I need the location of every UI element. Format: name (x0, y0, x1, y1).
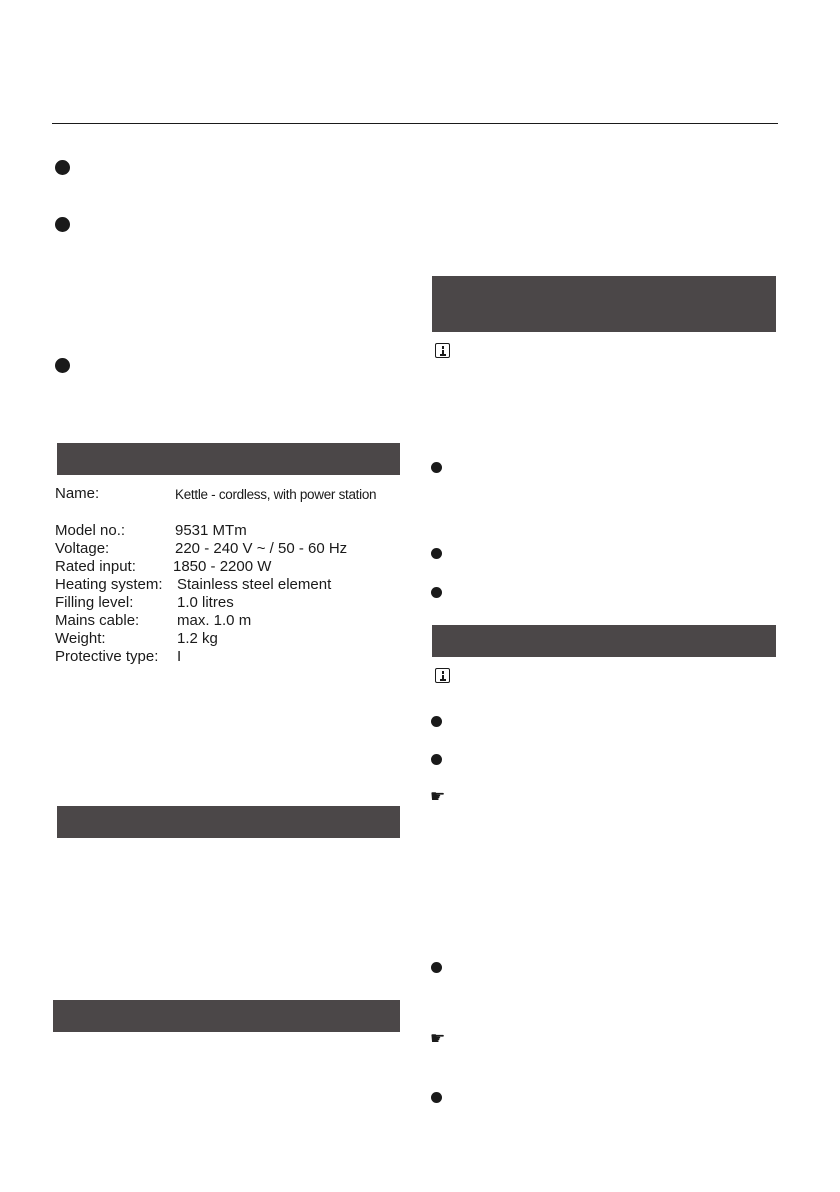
spec-label: Protective type: (55, 648, 159, 665)
spec-value: I (177, 648, 182, 665)
section-bar (432, 276, 776, 332)
spec-label: Mains cable: (55, 612, 140, 629)
section-bar (57, 806, 400, 838)
technical-data-bar (57, 443, 400, 475)
spec-label: Filling level: (55, 594, 134, 611)
spec-name-label: Name: (55, 485, 100, 502)
pointing-hand-icon: ☛ (430, 1029, 446, 1049)
bullet-icon (55, 160, 70, 175)
info-icon (435, 668, 450, 683)
spec-value: 1.2 kg (177, 630, 218, 647)
bullet-icon (431, 462, 442, 473)
spec-label: Voltage: (55, 540, 110, 557)
bullet-icon (431, 754, 442, 765)
spec-name-value: Kettle - cordless, with power station (175, 487, 377, 502)
bullet-icon (431, 1092, 442, 1103)
spec-value: 1850 - 2200 W (173, 558, 272, 575)
spec-value: 9531 MTm (175, 522, 247, 539)
spec-value: 220 - 240 V ~ / 50 - 60 Hz (175, 540, 348, 557)
spec-label: Heating system: (55, 576, 163, 593)
spec-label: Model no.: (55, 522, 126, 539)
bullet-icon (431, 962, 442, 973)
spec-label: Rated input: (55, 558, 136, 575)
spec-value: max. 1.0 m (177, 612, 252, 629)
bullet-icon (431, 587, 442, 598)
spec-value: 1.0 litres (177, 594, 234, 611)
section-bar (432, 625, 776, 657)
header-rule (52, 123, 778, 124)
bullet-icon (431, 716, 442, 727)
spec-value: Stainless steel element (177, 576, 332, 593)
bullet-icon (55, 358, 70, 373)
info-icon (435, 343, 450, 358)
bullet-icon (431, 548, 442, 559)
spec-table (55, 485, 415, 675)
spec-label: Weight: (55, 630, 106, 647)
bullet-icon (55, 217, 70, 232)
section-bar (53, 1000, 400, 1032)
pointing-hand-icon: ☛ (430, 787, 446, 807)
